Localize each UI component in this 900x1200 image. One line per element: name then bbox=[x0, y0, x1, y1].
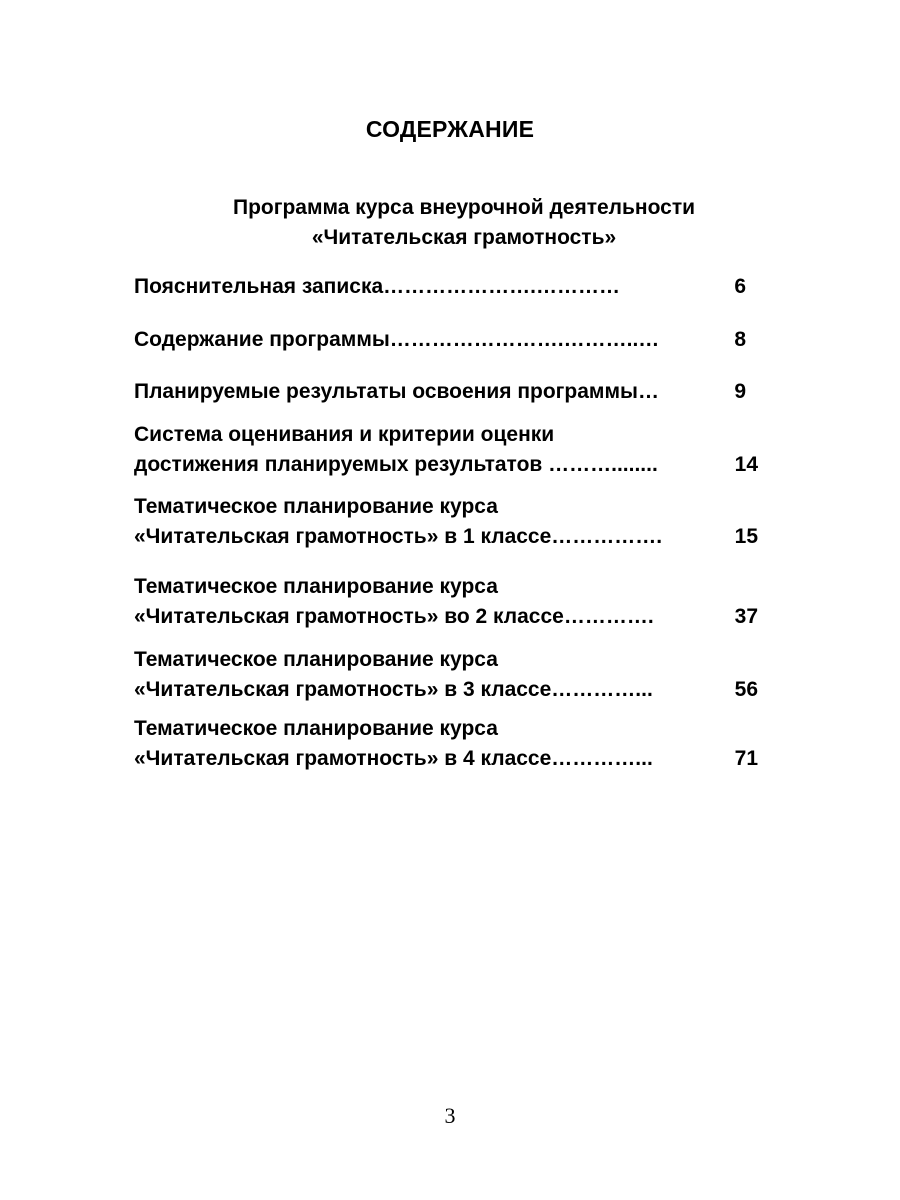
toc-entry-title-line-2: «Читательская грамотность» во 2 классе…………. bbox=[134, 605, 654, 628]
toc-entry-title-line-2: достижения планируемых результатов ………........ bbox=[134, 453, 658, 476]
toc-entry-page: 14 bbox=[734, 453, 758, 476]
toc-entry bbox=[134, 572, 764, 632]
toc-entry bbox=[134, 714, 764, 774]
toc-entry-page: 15 bbox=[734, 525, 758, 548]
toc-entry-title-line-1: Система оценивания и критерии оценки bbox=[134, 423, 555, 446]
program-title-line-2: «Читательская грамотность» bbox=[311, 226, 617, 249]
toc-entry-page: 6 bbox=[734, 275, 746, 298]
contents-heading: СОДЕРЖАНИЕ bbox=[365, 116, 535, 142]
page-number: 3 bbox=[444, 1103, 456, 1128]
toc-entry-title-line-2: «Читательская грамотность» в 1 классе……………. bbox=[134, 525, 663, 548]
toc-entry-title-line-2: «Читательская грамотность» в 4 классе…………... bbox=[134, 747, 653, 770]
toc-entry bbox=[134, 377, 764, 407]
toc-entry-page: 71 bbox=[734, 747, 758, 770]
toc-entry-title-line-2: «Читательская грамотность» в 3 классе…………... bbox=[134, 678, 653, 701]
toc-entry-page: 56 bbox=[734, 678, 758, 701]
program-title-line-1: Программа курса внеурочной деятельности bbox=[232, 196, 696, 219]
toc-entry bbox=[134, 325, 764, 355]
toc-entry-title-line-1: Тематическое планирование курса bbox=[134, 648, 498, 671]
toc-entry-page: 37 bbox=[734, 605, 758, 628]
program-title bbox=[0, 193, 900, 253]
toc-entry-title: Планируемые результаты освоения программы… bbox=[134, 380, 659, 403]
toc-entry-page: 9 bbox=[734, 380, 746, 403]
toc-entry-page: 8 bbox=[734, 328, 746, 351]
toc-entry-title: Содержание программы…………………….………..… bbox=[134, 328, 660, 351]
toc-entry bbox=[134, 420, 764, 480]
toc-entry bbox=[134, 272, 764, 302]
toc-entry bbox=[134, 645, 764, 705]
toc-entry-title-line-1: Тематическое планирование курса bbox=[134, 717, 498, 740]
toc-entry bbox=[134, 492, 764, 552]
toc-entry-title-line-1: Тематическое планирование курса bbox=[134, 495, 498, 518]
toc-entry-title-line-1: Тематическое планирование курса bbox=[134, 575, 498, 598]
toc-entry-title: Пояснительная записка………………….………… bbox=[134, 275, 620, 298]
